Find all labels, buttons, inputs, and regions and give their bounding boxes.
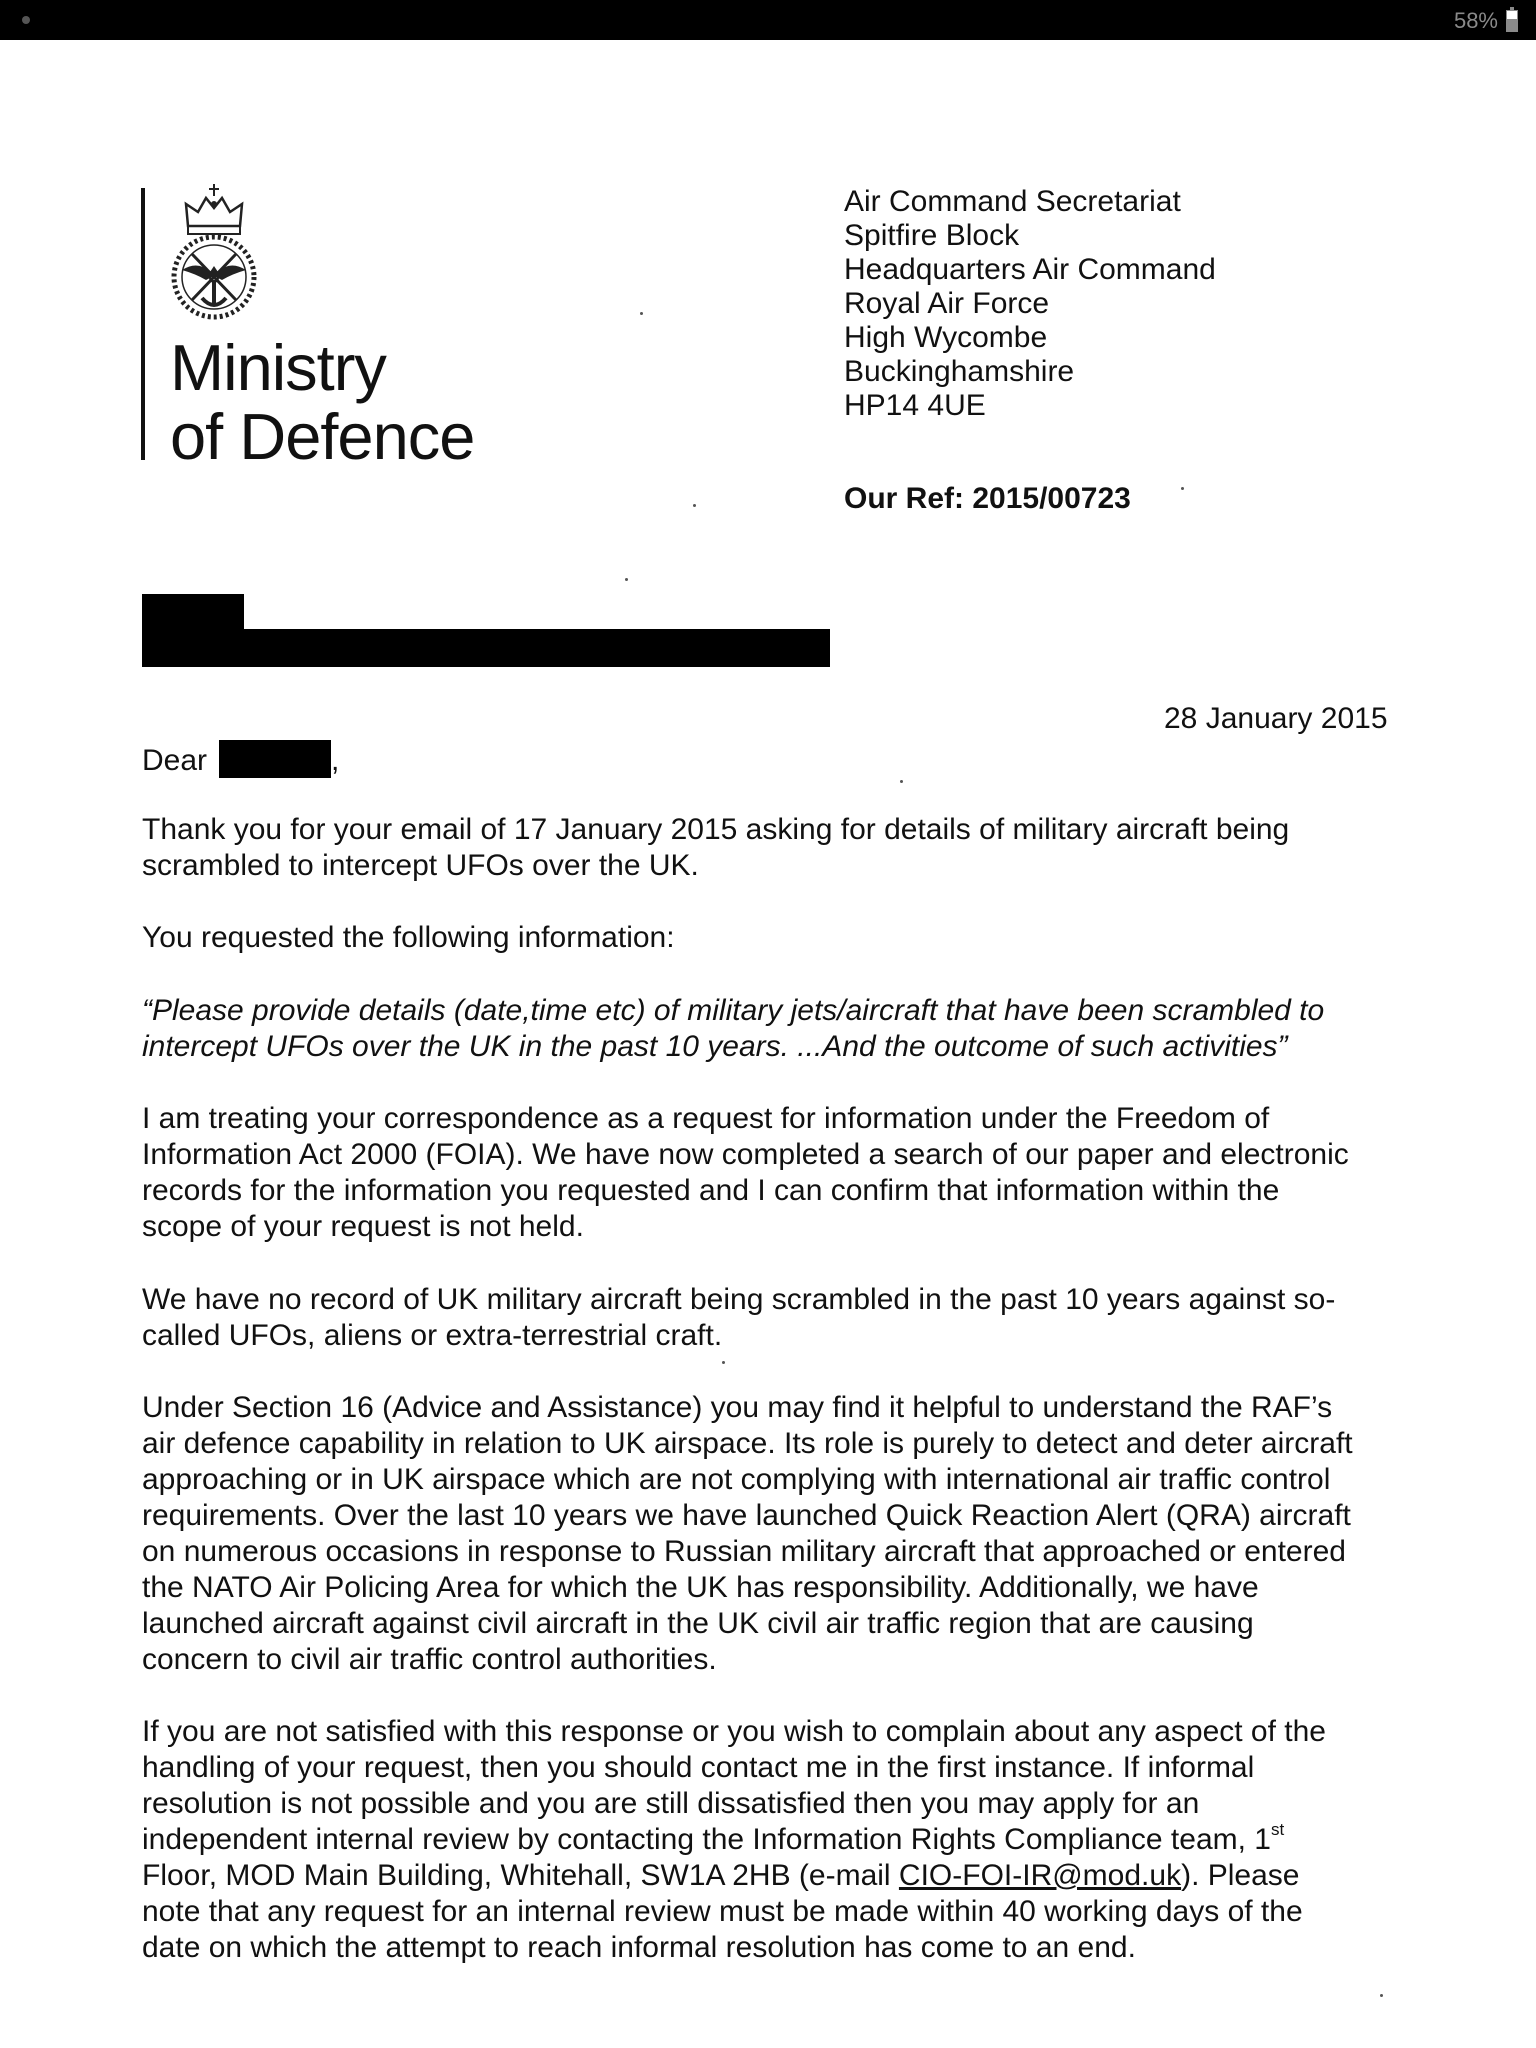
text-line: note that any request for an internal review must be made within 40 working days of the: [142, 1895, 1303, 1928]
text-line: Under Section 16 (Advice and Assistance) you may find it helpful to understand the RAF’s: [142, 1391, 1333, 1424]
reference-number: Our Ref: 2015/00723: [844, 482, 1131, 515]
text-line: date on which the attempt to reach informal resolution has come to an end.: [142, 1931, 1136, 1964]
scan-speck: [1380, 1994, 1383, 1997]
status-bar: [0, 0, 1536, 40]
scan-speck: [900, 780, 903, 783]
text-line: resolution is not possible and you are still dissatisfied then you may apply for an: [142, 1787, 1200, 1820]
text-line: on numerous occasions in response to Russian military aircraft that approached or entered: [142, 1535, 1346, 1568]
text-line: “Please provide details (date,time etc) of military jets/aircraft that have been scrambled to: [142, 994, 1325, 1027]
text-line: We have no record of UK military aircraft being scrambled in the past 10 years against so-: [142, 1283, 1336, 1316]
text-line: [142, 1822, 1402, 1858]
salutation: [142, 740, 339, 778]
redacted-name: [219, 740, 331, 778]
text-line: scrambled to intercept UFOs over the UK.: [142, 849, 699, 882]
text-segment: Floor, MOD Main Building, Whitehall, SW1A 2HB (e-mail: [142, 1859, 899, 1892]
text-line: concern to civil air traffic control authorities.: [142, 1643, 717, 1676]
text-line: requirements. Over the last 10 years we have launched Quick Reaction Alert (QRA) aircraft: [142, 1499, 1351, 1532]
ministry-of-defence-logotype: [170, 333, 474, 471]
quoted-request: [142, 993, 1402, 1065]
paragraph-foia: [142, 1101, 1402, 1245]
text-segment: independent internal review by contacting the Information Rights Compliance team, 1: [142, 1823, 1271, 1856]
address-line: High Wycombe: [844, 321, 1048, 354]
address-line: Buckinghamshire: [844, 355, 1075, 388]
paragraph-thanks: [142, 812, 1402, 884]
paragraph-no-record: [142, 1282, 1402, 1354]
salutation-prefix: Dear: [142, 744, 208, 777]
scan-speck: [693, 504, 696, 507]
letter-date: 28 January 2015: [1164, 702, 1388, 735]
notification-dot-icon: [22, 16, 30, 24]
text-line: handling of your request, then you should contact me in the first instance. If informal: [142, 1751, 1255, 1784]
text-line: intercept UFOs over the UK in the past 10 years. ...And the outcome of such activities”: [142, 1030, 1288, 1063]
text-line: Information Act 2000 (FOIA). We have now completed a search of our paper and electronic: [142, 1138, 1349, 1171]
email-link[interactable]: CIO-FOI-IR@mod.uk: [898, 1859, 1182, 1892]
address-line: Spitfire Block: [844, 219, 1020, 252]
scan-speck: [640, 312, 643, 315]
text-line: scope of your request is not held.: [142, 1210, 584, 1243]
address-line: Air Command Secretariat: [844, 185, 1181, 218]
brand-line-2: of Defence: [170, 400, 475, 473]
text-line: air defence capability in relation to UK airspace. Its role is purely to detect and deter aircraft: [142, 1427, 1353, 1460]
salutation-comma: ,: [331, 744, 340, 777]
text-line: records for the information you requested and I can confirm that information within the: [142, 1174, 1280, 1207]
scan-speck: [625, 578, 628, 581]
sender-address: [844, 185, 1216, 423]
ordinal-suffix: st: [1270, 1820, 1285, 1839]
text-line: I am treating your correspondence as a request for information under the Freedom of: [142, 1102, 1270, 1135]
scan-speck: [1181, 487, 1184, 490]
paragraph-complaints: [142, 1714, 1402, 1966]
text-line: You requested the following information:: [142, 921, 675, 954]
text-line: the NATO Air Policing Area for which the UK has responsibility. Additionally, we have: [142, 1571, 1259, 1604]
text-line: called UFOs, aliens or extra-terrestrial craft.: [142, 1319, 723, 1352]
scan-speck: [722, 1361, 725, 1364]
text-line: launched aircraft against civil aircraft in the UK civil air traffic region that are causing: [142, 1607, 1254, 1640]
redaction-block: [142, 629, 830, 667]
text-segment: ). Please: [1181, 1859, 1300, 1892]
address-line: HP14 4UE: [844, 389, 986, 422]
text-line: [142, 1858, 1402, 1894]
paragraph-section-16: [142, 1390, 1402, 1678]
redaction-block: [142, 594, 244, 634]
paragraph-request-intro: [142, 920, 1402, 956]
battery-level-fill: [1507, 19, 1517, 31]
address-line: Royal Air Force: [844, 287, 1050, 320]
battery-icon: [1506, 10, 1518, 32]
letterhead-rule: [141, 188, 145, 460]
brand-line-1: Ministry: [170, 331, 386, 404]
text-line: Thank you for your email of 17 January 2015 asking for details of military aircraft being: [142, 813, 1290, 846]
royal-crest-icon: [164, 182, 264, 328]
battery-percentage: 58%: [1453, 8, 1498, 33]
text-line: If you are not satisfied with this response or you wish to complain about any aspect of the: [142, 1715, 1326, 1748]
address-line: Headquarters Air Command: [844, 253, 1216, 286]
text-line: approaching or in UK airspace which are not complying with international air traffic control: [142, 1463, 1331, 1496]
